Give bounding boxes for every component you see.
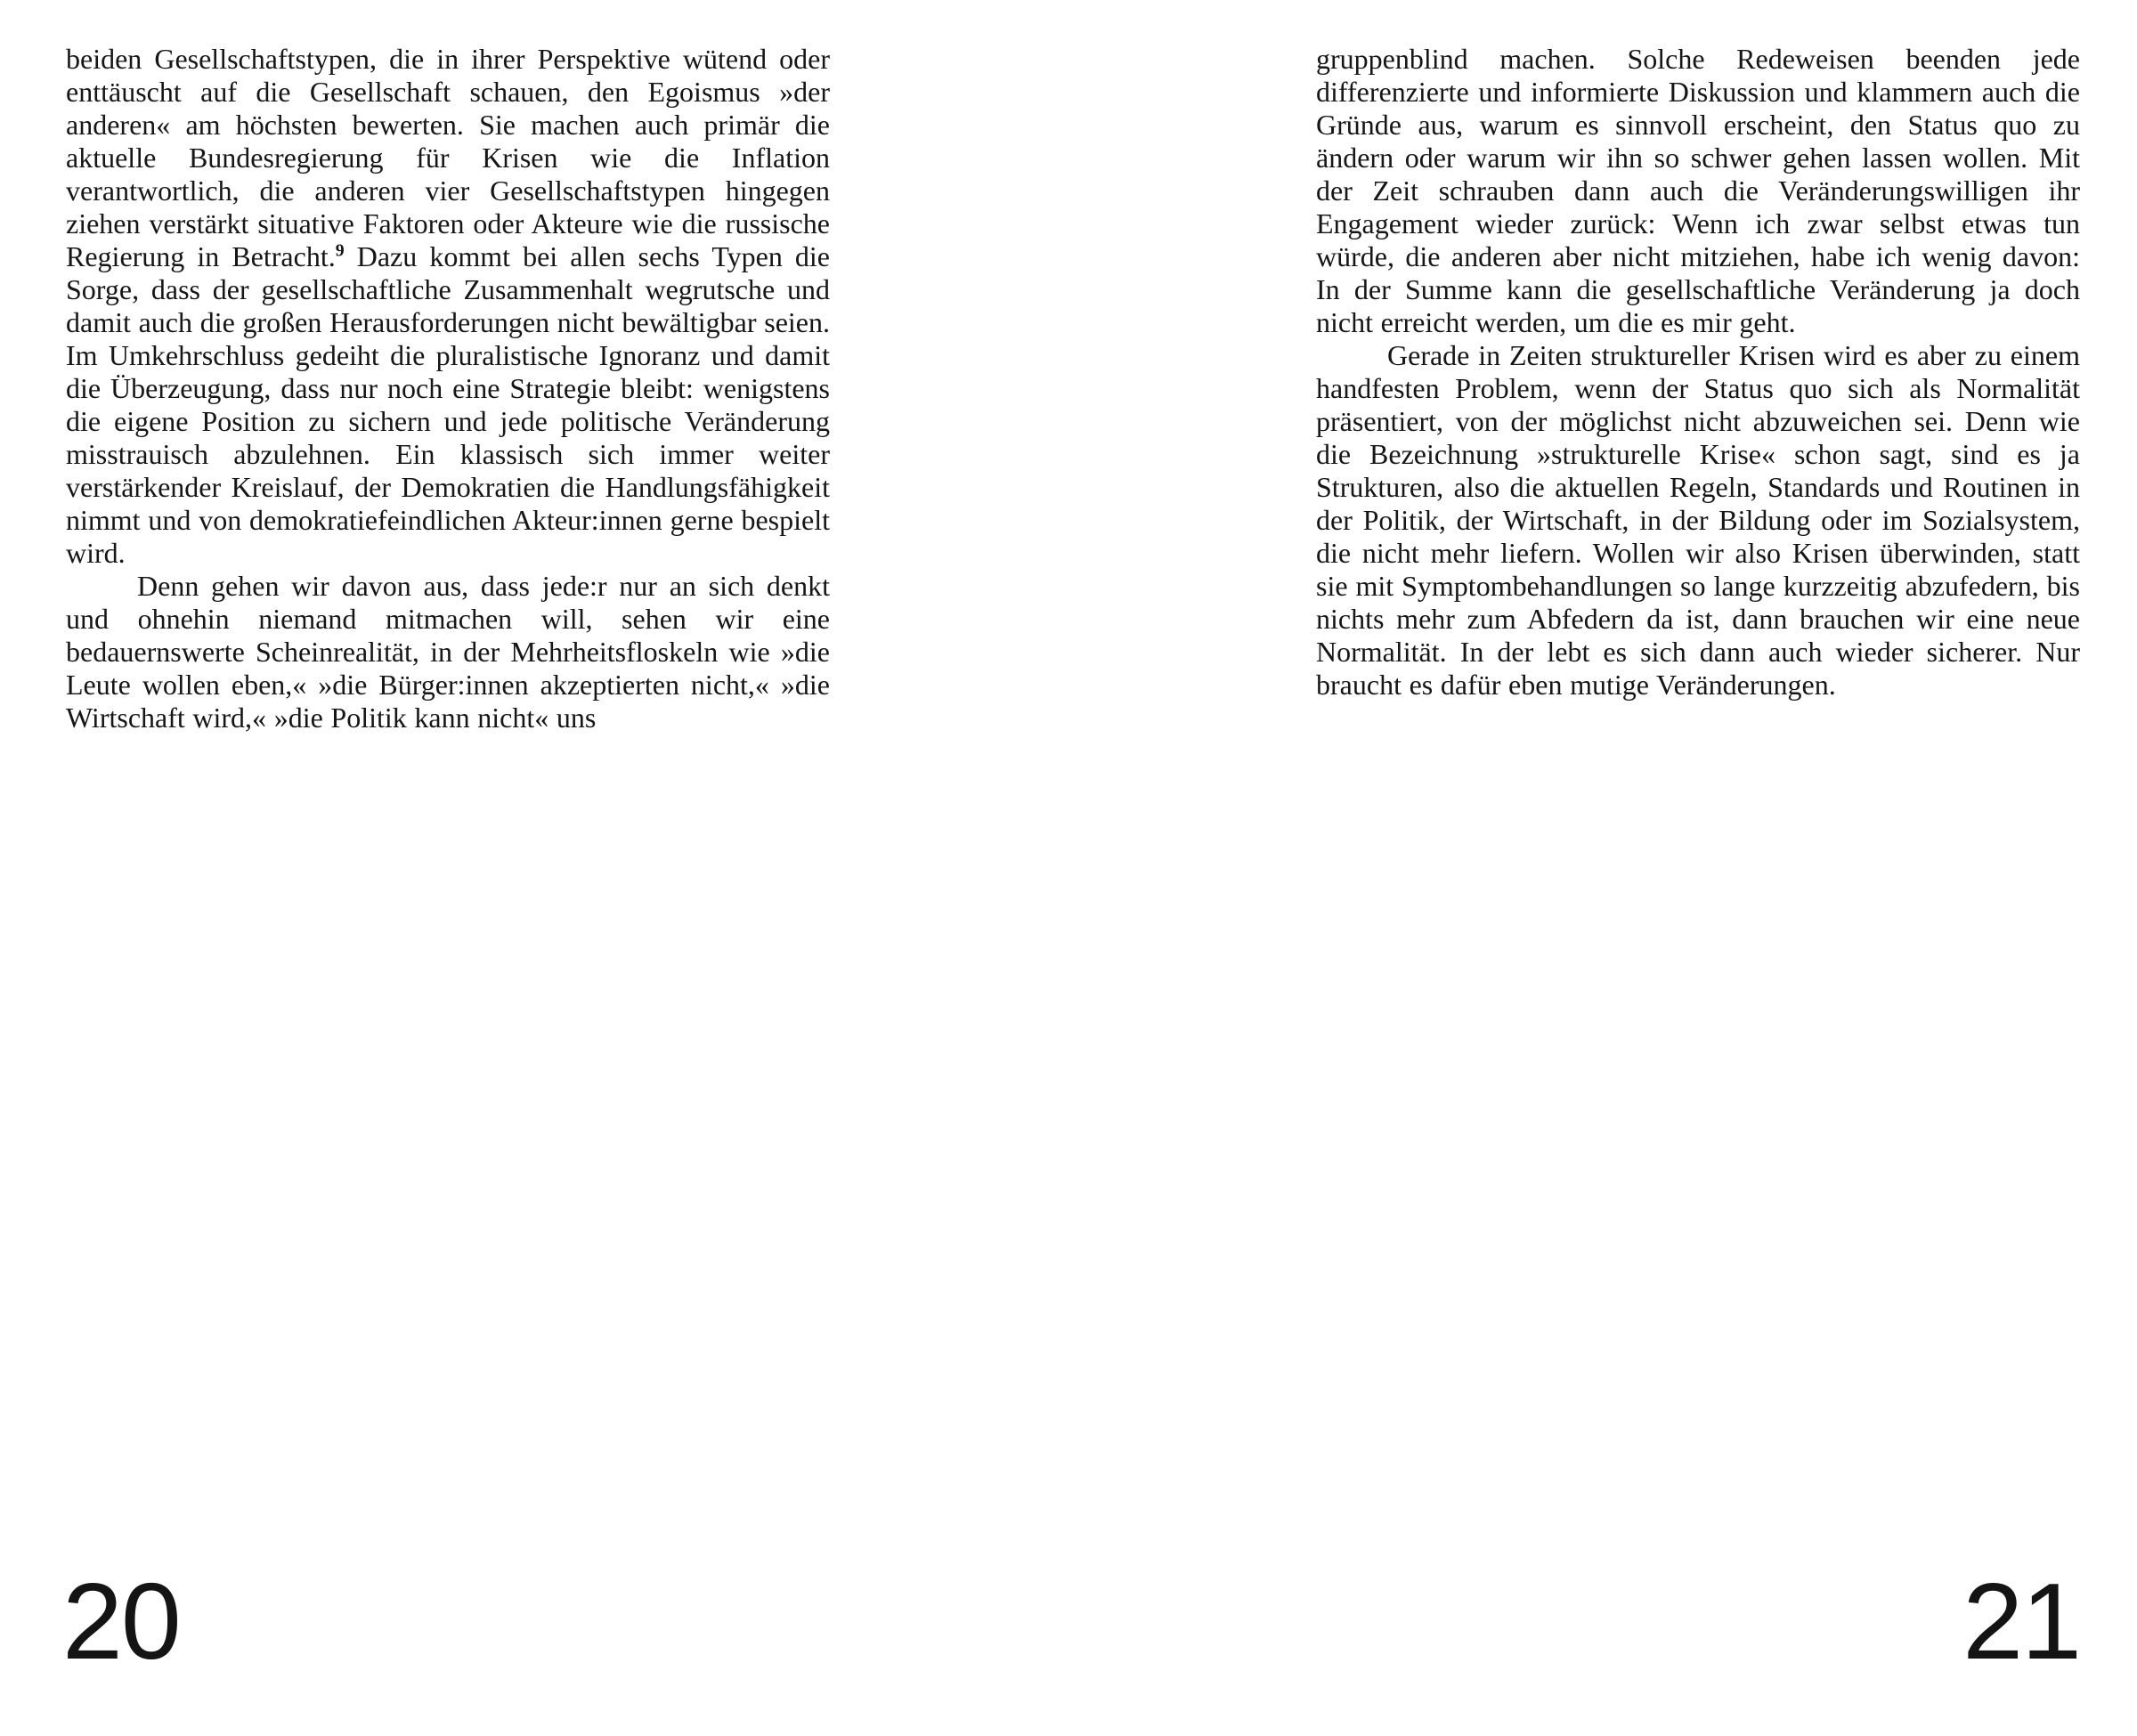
paragraph xyxy=(66,43,830,570)
page-text-left xyxy=(66,43,830,734)
text-run: Denn gehen wir davon aus, dass jede:r nur an sich denkt und ohnehin niemand mitmachen will, sehen wir eine bedauernswerte Scheinrealität, in der Mehrheitsfloskeln wie »die Leute wollen eben,« »die Bürger:innen akzeptierten nicht,« »die Wirtschaft wird,« »die Politik kann nicht« uns xyxy=(66,570,830,734)
text-run: beiden Gesellschaftstypen, die in ihrer Perspektive wütend oder enttäuscht auf die Gesellschaft schauen, den Egoismus »der anderen« am höchsten bewerten. Sie machen auch primär die aktuelle Bundesregierung für Krisen wie die Inflation verantwortlich, die anderen vier Gesellschaftstypen hingegen ziehen verstärkt situative Faktoren oder Akteure wie die russische Regierung in Betracht. xyxy=(66,43,830,272)
page-left xyxy=(0,0,1068,1736)
text-run: Gerade in Zeiten struktureller Krisen wird es aber zu einem handfesten Problem, wenn der Status quo sich als Normalität präsentiert, von der möglichst nicht abzuweichen sei. Denn wie die Bezeichnung »strukturelle Krise« schon sagt, sind es ja Strukturen, also die aktuellen Regeln, Standards und Routinen in der Politik, der Wirtschaft, in der Bildung oder im Sozialsystem, die nicht mehr liefern. Wollen wir also Krisen überwinden, statt sie mit Symptombehandlungen so lange kurzzeitig abzufedern, bis nichts mehr zum Abfedern da ist, dann brauchen wir eine neue Normalität. In der lebt es sich dann auch wieder sicherer. Nur braucht es dafür eben mutige Veränderungen. xyxy=(1316,339,2080,701)
paragraph xyxy=(1316,43,2080,339)
page-right xyxy=(1068,0,2137,1736)
page-text-right xyxy=(1316,43,2080,702)
text-run: Dazu kommt bei allen sechs Typen die Sorge, dass der gesellschaftliche Zusammenhalt wegrutsche und damit auch die großen Herausforderungen nicht bewältigbar seien. Im Umkehrschluss gedeiht die pluralistische Ignoranz und damit die Überzeugung, dass nur noch eine Strategie bleibt: wenigstens die eigene Position zu sichern und jede politische Veränderung misstrauisch abzulehnen. Ein klassisch sich immer weiter verstärkender Kreislauf, der Demokratien die Handlungsfähigkeit nimmt und von demokratiefeindlichen Akteur:innen gerne bespielt wird. xyxy=(66,240,830,569)
paragraph xyxy=(66,570,830,734)
page-number-left: 20 xyxy=(62,1561,180,1682)
text-run: gruppenblind machen. Solche Redeweisen beenden jede differenzierte und informierte Diskussion und klammern auch die Gründe aus, warum es sinnvoll erscheint, den Status quo zu ändern oder warum wir ihn so schwer gehen lassen wollen. Mit der Zeit schrauben dann auch die Veränderungswilligen ihr Engagement wieder zurück: Wenn ich zwar selbst etwas tun würde, die anderen aber nicht mitziehen, habe ich wenig davon: In der Summe kann die gesellschaftliche Veränderung ja doch nicht erreicht werden, um die es mir geht. xyxy=(1316,43,2080,338)
page-number-right: 21 xyxy=(1962,1561,2080,1682)
paragraph xyxy=(1316,339,2080,702)
footnote-reference: 9 xyxy=(335,240,345,261)
